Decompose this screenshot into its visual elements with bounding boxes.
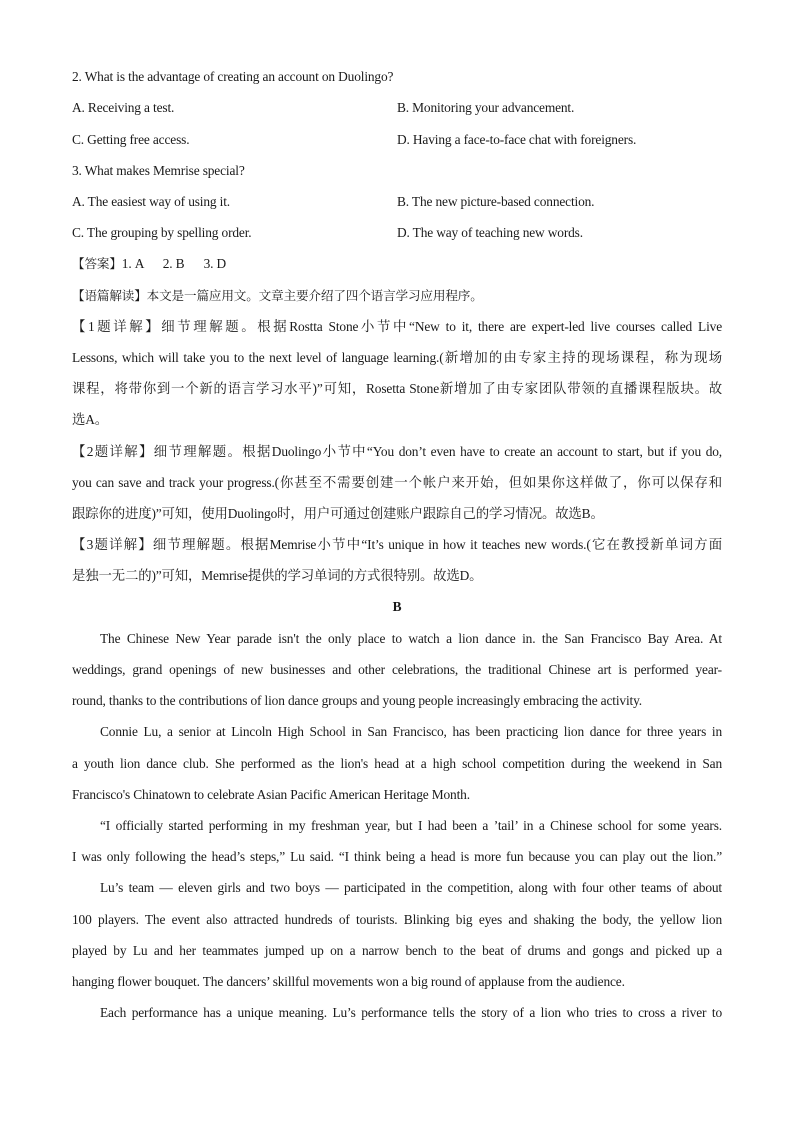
passage-line: a youth lion dance club. She performed as the lion's head at a high school competition during the weekend in San	[72, 756, 722, 771]
passage-line: I was only following the head’s steps,” Lu said. “I think being a head is more fun because you can play out the lion.”	[72, 849, 722, 864]
question-2-stem: 2. What is the advantage of creating an account on Duolingo?	[72, 69, 394, 84]
passage-line: “I officially started performing in my freshman year, but I had been a ’tail’ in a Chinese school for some years.	[100, 818, 722, 833]
passage-line: Connie Lu, a senior at Lincoln High School in San Francisco, has been practicing lion dance for three years in	[100, 724, 722, 739]
answer-values: 1. A 2. B 3. D	[121, 256, 227, 271]
q3-analysis-line: 是独一无二的)”可知，Memrise提供的学习单词的方式很特别。故选D。	[72, 568, 483, 583]
q1-analysis-line: 【1题详解】细节理解题。根据Rostta Stone小节中“New to it, there are expert-led live courses called Live	[72, 319, 722, 334]
q1-analysis-line: Lessons, which will take you to the next level of language learning.(新增加的由专家主持的现场课程，称为现场	[72, 350, 722, 365]
section-b-heading: B	[392, 599, 402, 614]
passage-line: 100 players. The event also attracted hundreds of tourists. Blinking big eyes and shaking the body, the yellow lion	[72, 912, 722, 927]
q2-analysis-line: you can save and track your progress.(你甚至不需要创建一个帐户来开始，但如果你这样做了，你可以保存和	[72, 475, 722, 490]
passage-line: round, thanks to the contributions of lion dance groups and young people increasingly embracing the activity.	[72, 693, 642, 708]
q2-analysis-line: 跟踪你的进度)”可知，使用Duolingo时，用户可通过创建账户跟踪自己的学习情况。故选B。	[72, 506, 604, 521]
question-3-stem: 3. What makes Memrise special?	[72, 163, 245, 178]
question-2-option-d: D. Having a face-to-face chat with foreigners.	[397, 132, 637, 147]
question-3-option-a: A. The easiest way of using it.	[72, 194, 230, 209]
passage-overview: 【语篇解读】本文是一篇应用文。文章主要介绍了四个语言学习应用程序。	[72, 288, 483, 303]
question-2-option-a: A. Receiving a test.	[72, 100, 175, 115]
question-2-option-c: C. Getting free access.	[72, 132, 190, 147]
q2-analysis-line: 【2题详解】细节理解题。根据Duolingo小节中“You don’t even have to create an account to start, but if you do,	[72, 444, 722, 459]
passage-line: weddings, grand openings of new businesses and other celebrations, the traditional Chinese art is performed year-	[72, 662, 722, 677]
passage-line: Each performance has a unique meaning. Lu’s performance tells the story of a lion who tries to cross a river to	[100, 1005, 722, 1020]
passage-line: hanging flower bouquet. The dancers’ skillful movements won a big round of applause from the audience.	[72, 974, 625, 989]
answer-tag: 【答案】	[72, 256, 122, 271]
q1-analysis-line: 课程，将带你到一个新的语言学习水平)”可知，Rosetta Stone新增加了由专家团队带领的直播课程版块。故	[72, 381, 722, 396]
q3-analysis-line: 【3题详解】细节理解题。根据Memrise小节中“It’s unique in how it teaches new words.(它在教授新单词方面	[72, 537, 722, 552]
passage-line: The Chinese New Year parade isn't the only place to watch a lion dance in. the San Francisco Bay Area. At	[100, 631, 722, 646]
question-3-option-d: D. The way of teaching new words.	[397, 225, 583, 240]
question-3-option-c: C. The grouping by spelling order.	[72, 225, 252, 240]
q1-analysis-line: 选A。	[72, 412, 109, 427]
passage-line: Francisco's Chinatown to celebrate Asian Pacific American Heritage Month.	[72, 787, 470, 802]
passage-line: played by Lu and her teammates jumped up on a narrow bench to the beat of drums and gongs and picked up a	[72, 943, 722, 958]
passage-line: Lu’s team — eleven girls and two boys — participated in the competition, along with four other teams of about	[100, 880, 722, 895]
answer-line	[72, 256, 722, 272]
question-3-option-b: B. The new picture-based connection.	[397, 194, 595, 209]
question-2-option-b: B. Monitoring your advancement.	[397, 100, 575, 115]
